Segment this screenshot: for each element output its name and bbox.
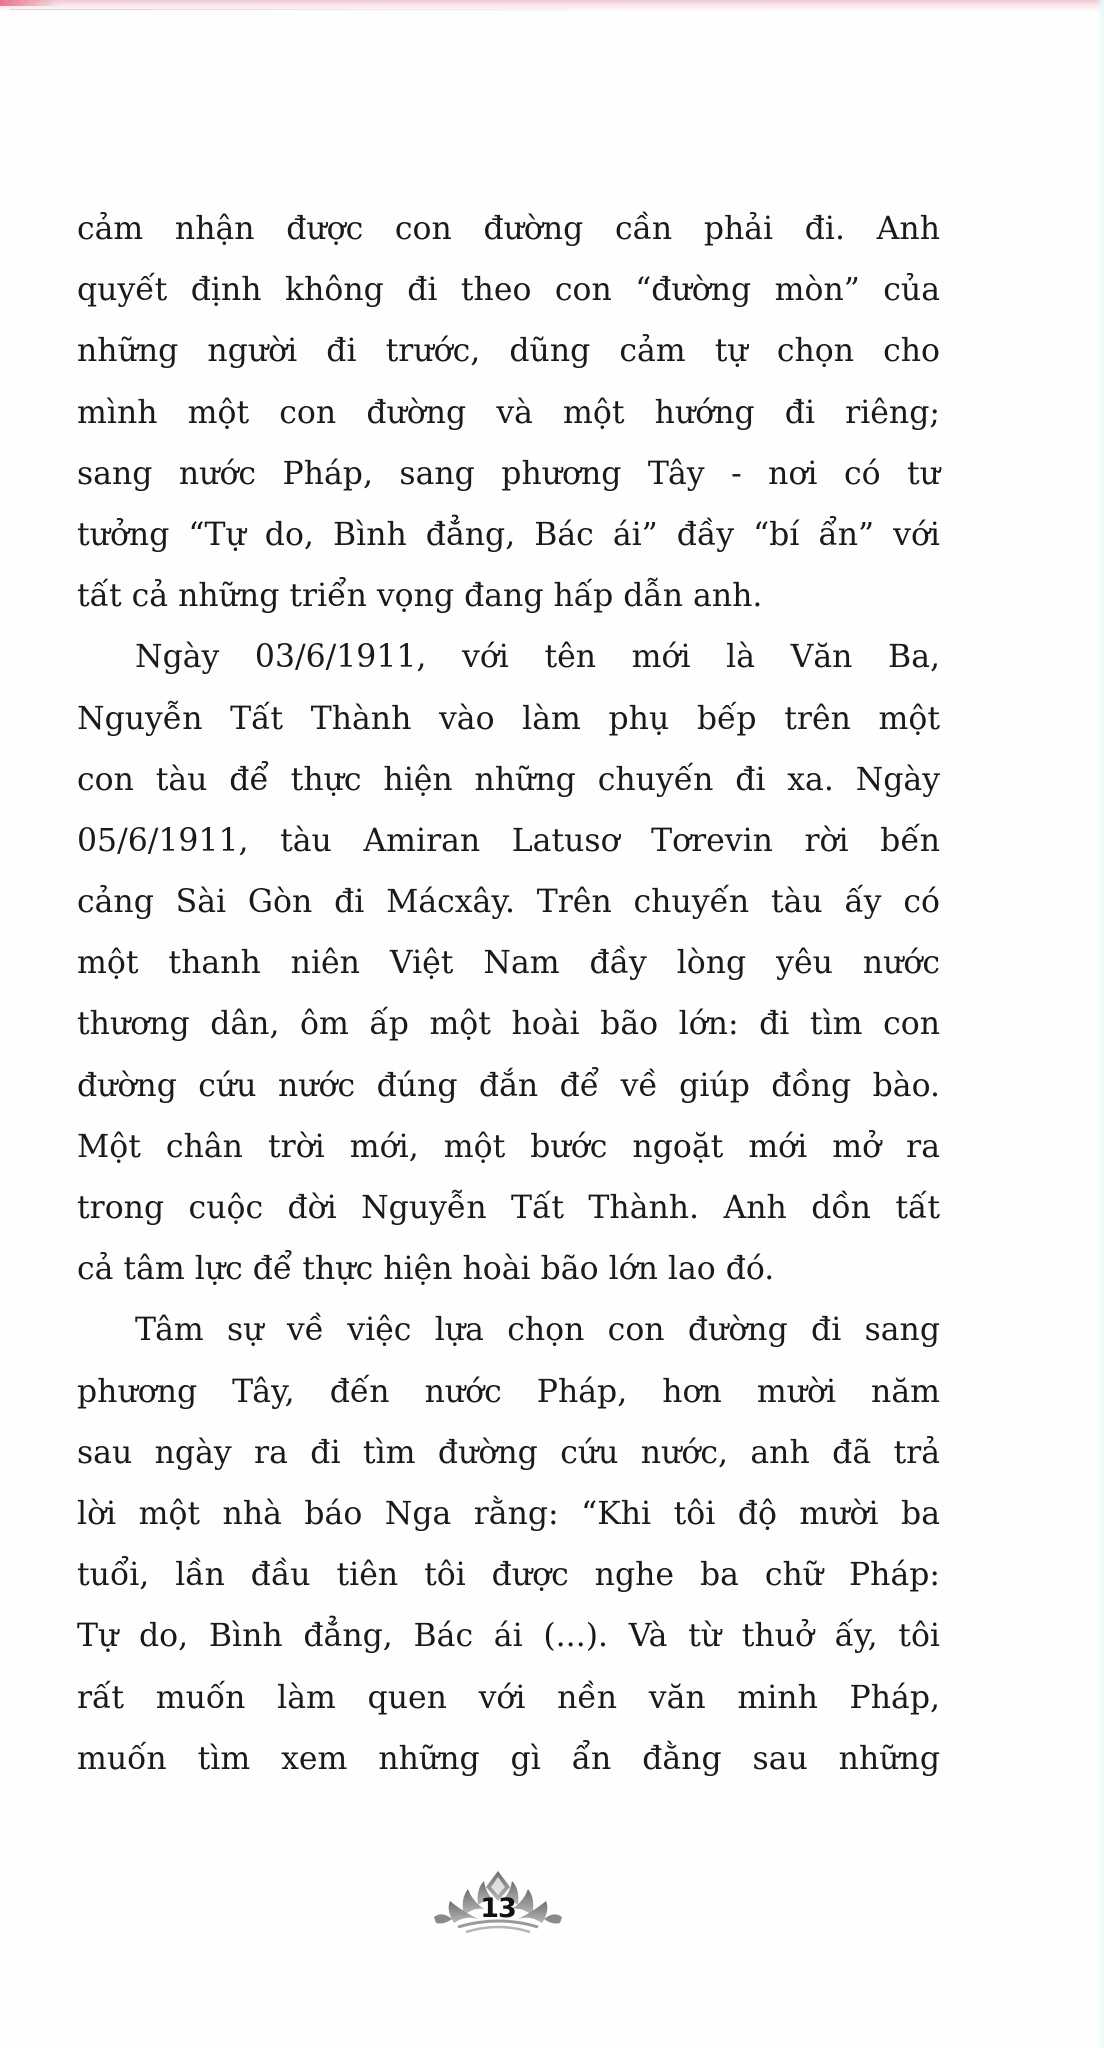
text-line: Ngày 03/6/1911, với tên mới là Văn Ba, (135, 639, 940, 676)
text-line: mình một con đường và một hướng đi riêng; (77, 394, 940, 431)
text-line: cảng Sài Gòn đi Mácxây. Trên chuyến tàu ấy có (77, 884, 940, 921)
page-footer (428, 1865, 568, 1935)
text-line: phương Tây, đến nước Pháp, hơn mười năm (77, 1373, 940, 1410)
text-line: con tàu để thực hiện những chuyến đi xa. Ngày (77, 761, 940, 798)
text-line: đường cứu nước đúng đắn để về giúp đồng bào. (77, 1067, 940, 1104)
scan-edge-accent (0, 0, 60, 6)
text-line: rất muốn làm quen với nền văn minh Pháp, (77, 1679, 940, 1716)
text-line: Tự do, Bình đẳng, Bác ái (...). Và từ thuở ấy, tôi (77, 1618, 940, 1655)
text-line: quyết định không đi theo con “đường mòn” của (77, 272, 940, 309)
text-line: Tâm sự về việc lựa chọn con đường đi sang (135, 1312, 940, 1349)
scan-top-edge (0, 0, 1104, 12)
page-body-text (77, 199, 940, 1790)
paragraph-1 (77, 199, 940, 627)
text-line: những người đi trước, dũng cảm tự chọn cho (77, 333, 940, 370)
text-line: tuổi, lần đầu tiên tôi được nghe ba chữ Pháp: (77, 1557, 940, 1594)
text-line: thương dân, ôm ấp một hoài bão lớn: đi tìm con (77, 1006, 940, 1043)
text-line: Nguyễn Tất Thành vào làm phụ bếp trên một (77, 700, 940, 737)
text-line: tất cả những triển vọng đang hấp dẫn anh. (77, 578, 763, 615)
scan-top-rule (10, 9, 570, 10)
paragraph-2 (77, 627, 940, 1300)
text-line: cả tâm lực để thực hiện hoài bão lớn lao đó. (77, 1251, 775, 1288)
scan-right-edge (1096, 0, 1104, 2048)
text-line: cảm nhận được con đường cần phải đi. Anh (77, 211, 940, 247)
text-line: sang nước Pháp, sang phương Tây - nơi có tư (77, 455, 940, 492)
paragraph-3 (77, 1300, 940, 1790)
text-line: 05/6/1911, tàu Amiran Latusơ Tơrevin rời bến (77, 822, 940, 859)
text-line: trong cuộc đời Nguyễn Tất Thành. Anh dồn tất (77, 1190, 940, 1226)
text-line: sau ngày ra đi tìm đường cứu nước, anh đã trả (77, 1434, 940, 1471)
page-number: 13 (480, 1893, 516, 1924)
text-line: Một chân trời mới, một bước ngoặt mới mở ra (77, 1128, 940, 1165)
text-line: muốn tìm xem những gì ẩn đằng sau những (77, 1740, 940, 1777)
text-line: tưởng “Tự do, Bình đẳng, Bác ái” đầy “bí ẩn” với (77, 516, 940, 553)
text-line: một thanh niên Việt Nam đầy lòng yêu nước (77, 945, 940, 982)
text-line: lời một nhà báo Nga rằng: “Khi tôi độ mười ba (77, 1495, 940, 1532)
